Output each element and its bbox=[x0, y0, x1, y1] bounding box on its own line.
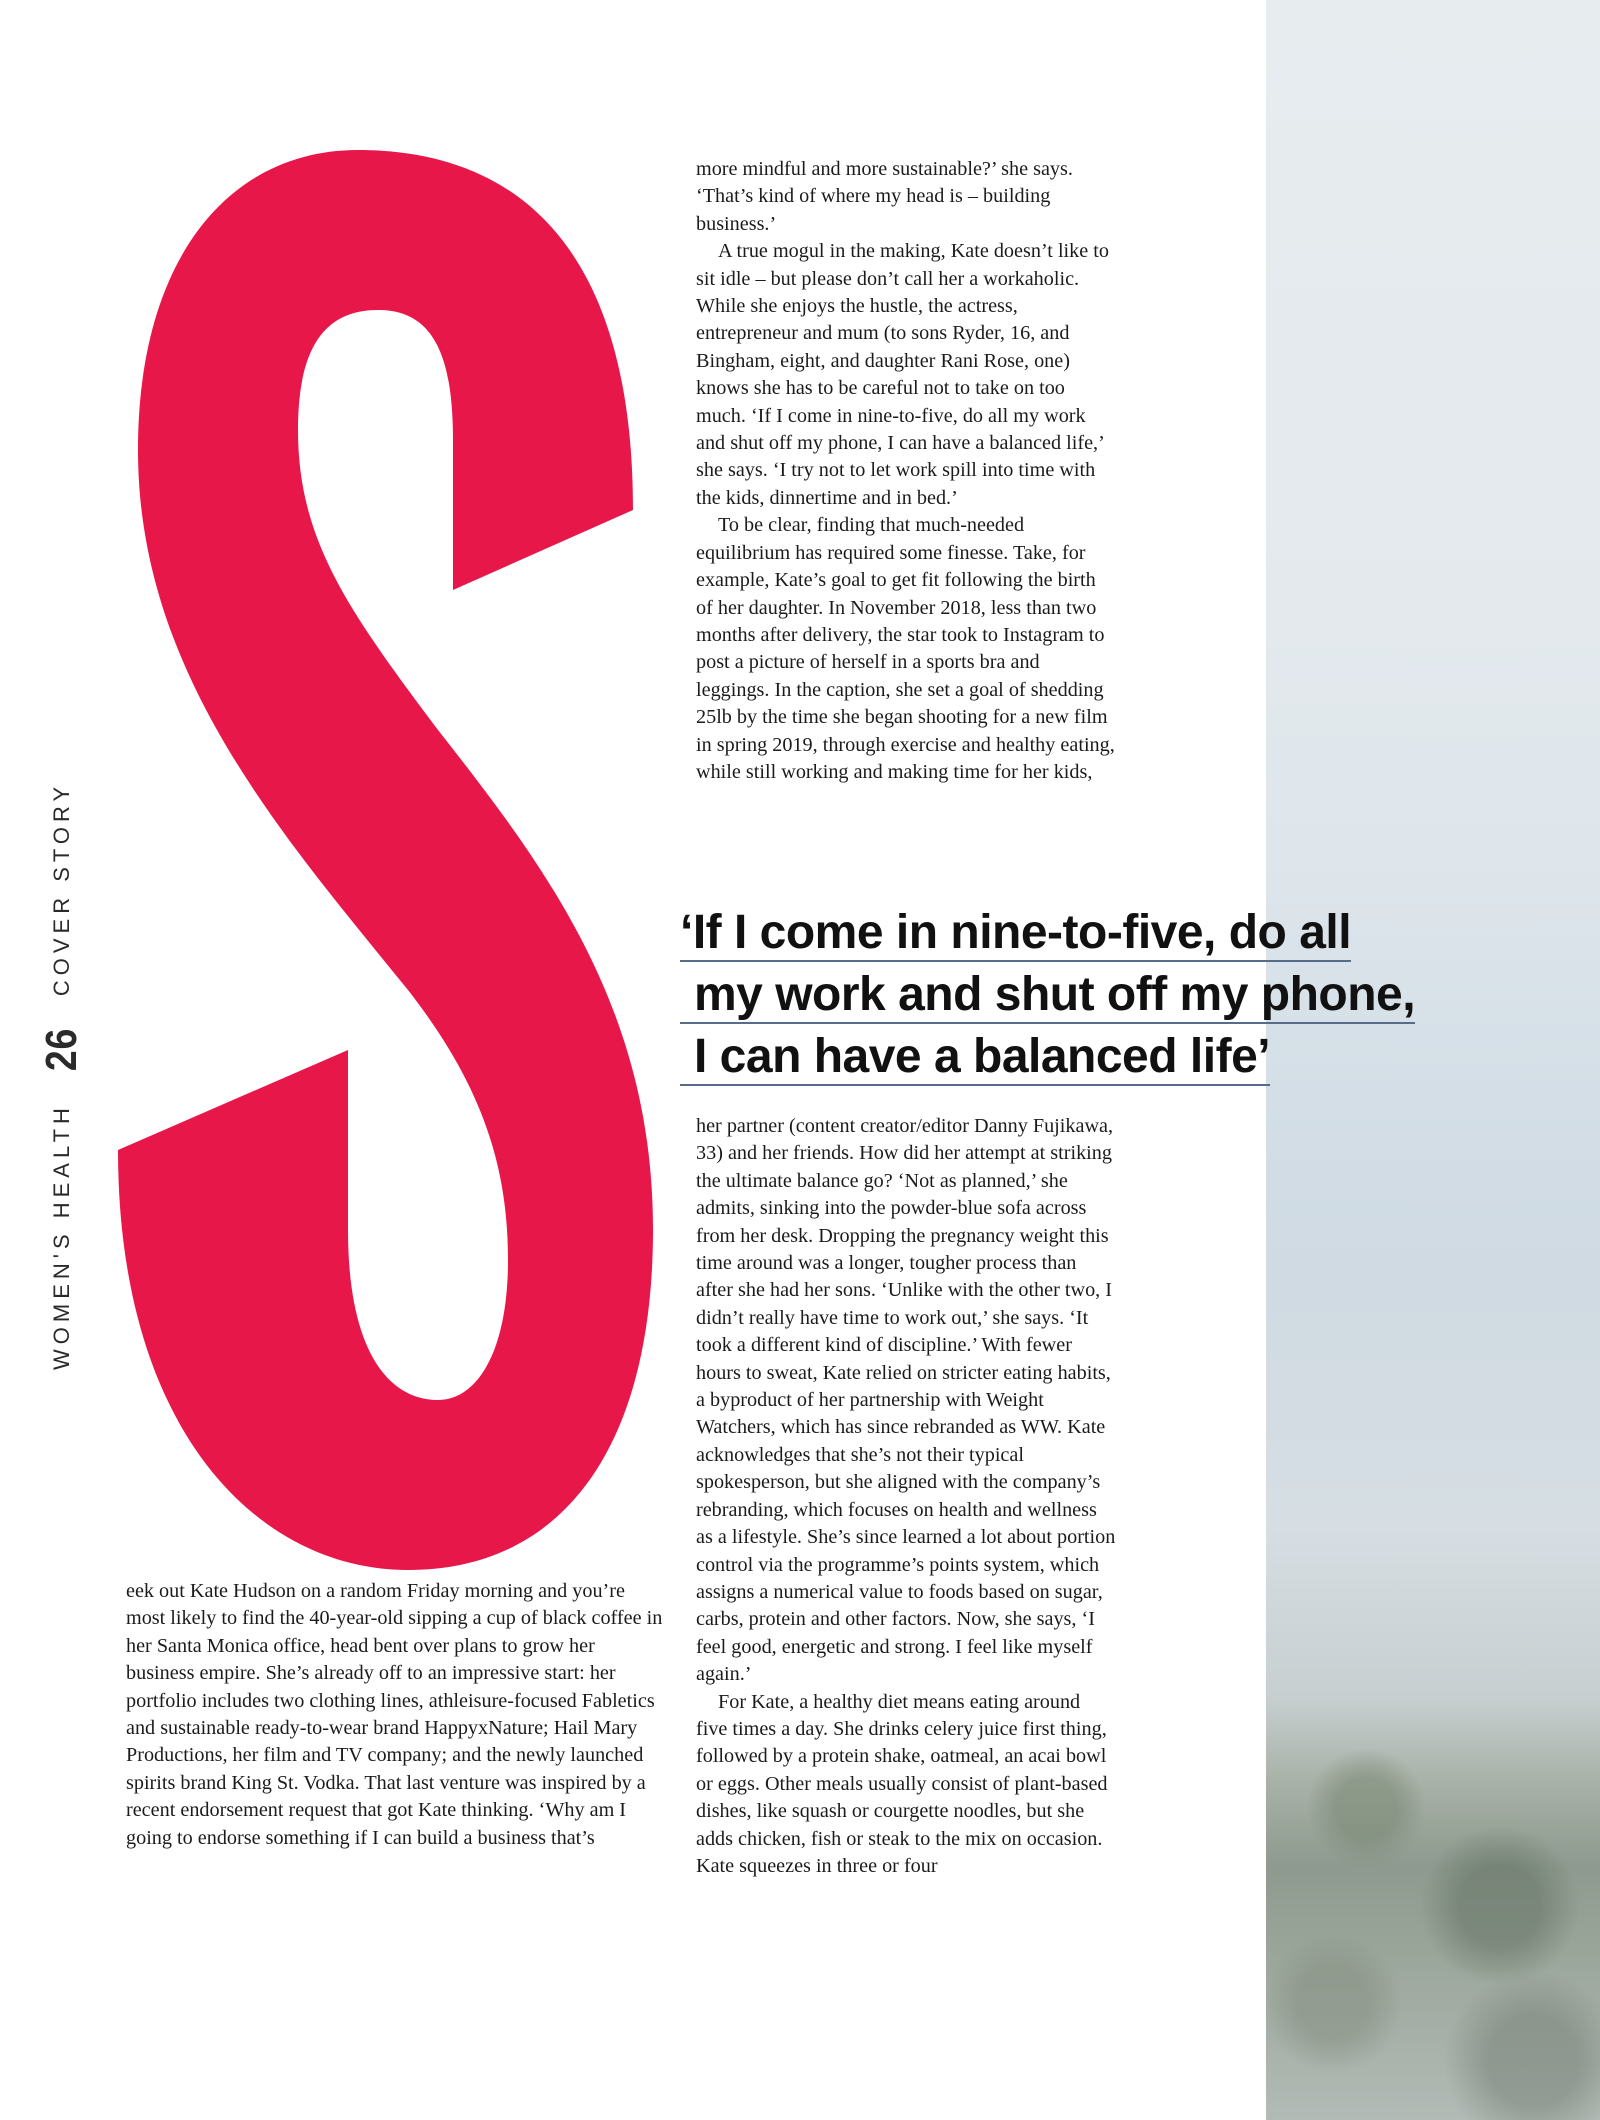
paragraph: A true mogul in the making, Kate doesn’t like to sit idle – but please don’t call her a workaholic. While she enjoys the hustle, the actress, entrepreneur and mum (to sons Ryder, 16, and Bingham, eight, and daughter Rani Rose, one) knows she has to be careful not to take on too much. ‘If I come in nine-to-five, do all my work and shut off my phone, I can have a balanced life,’ she says. ‘I try not to let work spill into time with the kids, dinnertime and in bed.’ bbox=[696, 240, 1109, 509]
drop-cap-letter bbox=[108, 150, 668, 1570]
article-column-right-top bbox=[696, 156, 1116, 786]
page-number: 26 bbox=[37, 1027, 86, 1072]
opening-paragraph: eek out Kate Hudson on a random Friday morning and you’re most likely to find the 40-year-old sipping a cup of black coffee in her Santa Monica office, head bent over plans to grow her business empire. She’s already off to an impressive start: her portfolio includes two clothing lines, athleisure-focused Fabletics and sustainable ready-to-wear brand HappyxNature; Hail Mary Productions, her film and TV company; and the newly launched spirits brand King St. Vodka. That last venture was inspired by a recent endorsement request that got Kate thinking. ‘Why am I going to endorse something if I can build a business that’s bbox=[126, 1580, 663, 1849]
paragraph: To be clear, finding that much-needed equilibrium has required some finesse. Take, for example, Kate’s goal to get fit following the birth of her daughter. In November 2018, less than two months after delivery, the star took to Instagram to post a picture of herself in a sports bra and leggings. In the caption, she set a goal of shedding 25lb by the time she began shooting for a new film in spring 2019, through exercise and healthy eating, while still working and making time for her kids, bbox=[696, 514, 1115, 783]
paragraph: For Kate, a healthy diet means eating around five times a day. She drinks celery juice first thing, followed by a protein shake, oatmeal, an acai bowl or eggs. Other meals usually consist of plant-based dishes, like squash or courgette noodles, but she adds chicken, fish or steak to the mix on occasion. Kate squeezes in three or four bbox=[696, 1690, 1108, 1877]
pull-quote-line: ‘If I come in nine-to-five, do all bbox=[680, 906, 1351, 962]
article-column-left bbox=[126, 1578, 666, 1852]
pull-quote-line: my work and shut off my phone, bbox=[680, 968, 1415, 1024]
pull-quote-line: I can have a balanced life’ bbox=[680, 1030, 1270, 1086]
drop-cap-s-shape bbox=[108, 150, 668, 1570]
paragraph: more mindful and more sustainable?’ she says. ‘That’s kind of where my head is – building business.’ bbox=[696, 158, 1073, 235]
pull-quote bbox=[680, 904, 1580, 1090]
section-label: COVER STORY bbox=[49, 781, 74, 997]
magazine-name: WOMEN'S HEALTH bbox=[49, 1103, 74, 1370]
article-column-right-bottom bbox=[696, 1113, 1116, 1880]
drop-cap-s-path bbox=[118, 150, 653, 1570]
vertical-folio bbox=[37, 770, 86, 1370]
paragraph: her partner (content creator/editor Danny Fujikawa, 33) and her friends. How did her attempt at striking the ultimate balance go? ‘Not as planned,’ she admits, sinking into the powder-blue sofa across from her desk. Dropping the pregnancy weight this time around was a longer, tougher process than after she had her sons. ‘Unlike with the other two, I didn’t really have time to work out,’ she says. ‘It took a different kind of discipline.’ With fewer hours to sweat, Kate relied on stricter eating habits, a byproduct of her partnership with Weight Watchers, which has since rebranded as WW. Kate acknowledges that she’s not their typical spokesperson, but she aligned with the company’s rebranding, which focuses on health and wellness as a lifestyle. She’s since learned a lot about portion control via the programme’s points system, which assigns a numerical value to foods based on sugar, carbs, protein and other factors. Now, she says, ‘I feel good, energetic and strong. I feel like myself again.’ bbox=[696, 1115, 1116, 1686]
